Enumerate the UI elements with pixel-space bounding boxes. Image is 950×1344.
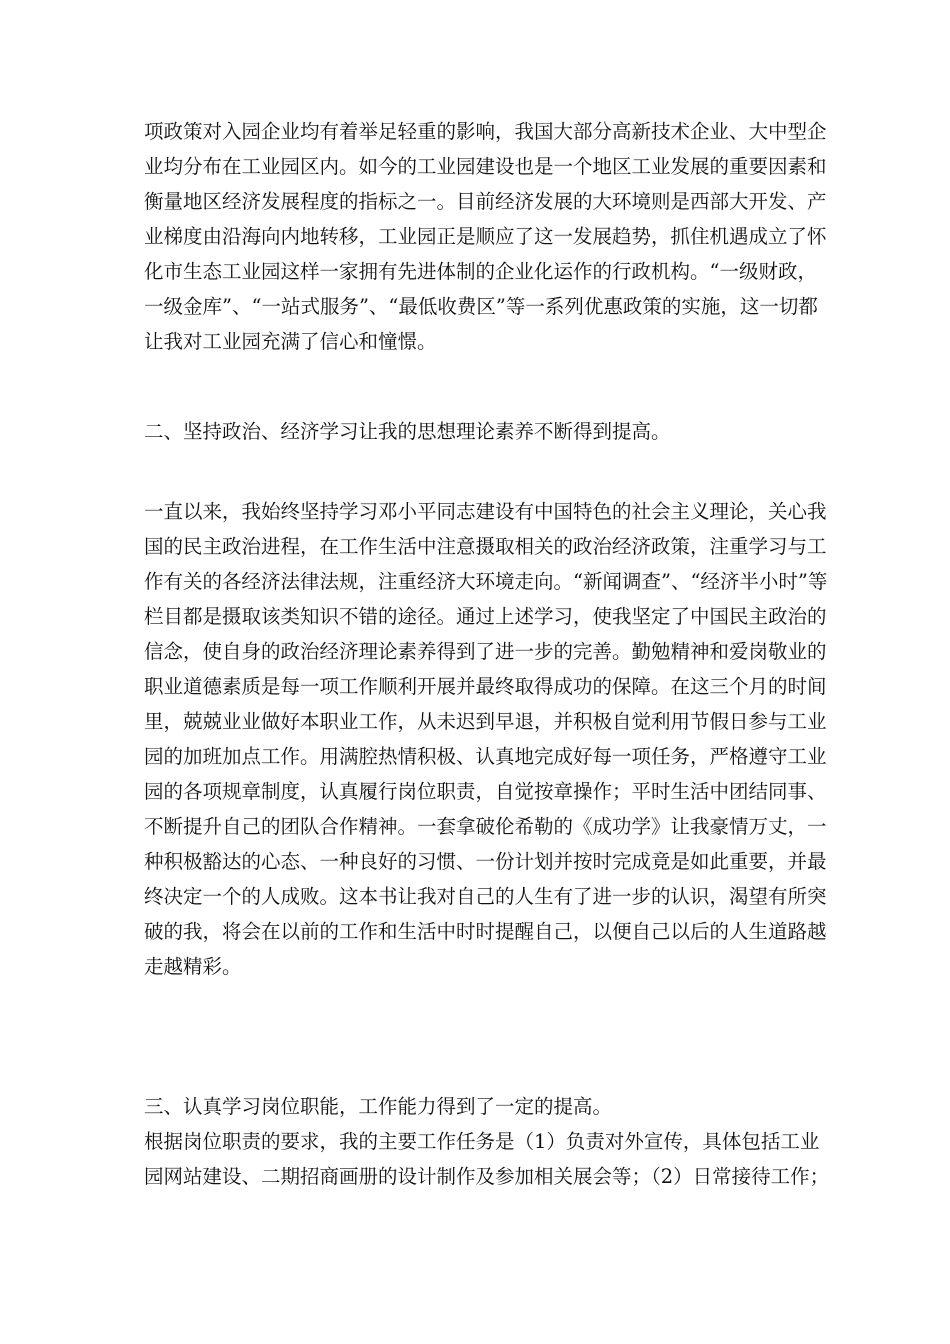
paragraph-line: 破的我，将会在以前的工作和生活中时时提醒自己，以便自己以后的人生道路越 — [144, 920, 827, 943]
paragraph-line: 业均分布在工业园区内。如今的工业园建设也是一个地区工业发展的重要因素和 — [144, 155, 827, 178]
paragraph-line: 走越精彩。 — [144, 955, 242, 978]
paragraph-line: 一直以来，我始终坚持学习邓小平同志建设有中国特色的社会主义理论，关心我 — [144, 500, 827, 523]
paragraph-line: 信念，使自身的政治经济理论素养得到了进一步的完善。勤勉精神和爱岗敬业的 — [144, 640, 827, 663]
paragraph-line: 不断提升自己的团队合作精神。一套拿破伦希勒的《成功学》让我豪情万丈，一 — [144, 815, 827, 838]
paragraph-line: 一级金库”、“一站式服务”、“最低收费区”等一系列优惠政策的实施，这一切都 — [144, 295, 818, 318]
section-heading-2: 二、坚持政治、经济学习让我的思想理论素养不断得到提高。 — [144, 420, 671, 443]
paragraph-line: 里，兢兢业业做好本职业工作，从未迟到早退，并积极自觉利用节假日参与工业 — [144, 710, 827, 733]
paragraph-line: 让我对工业园充满了信心和憧憬。 — [144, 330, 437, 353]
paragraph-line: 园网站建设、二期招商画册的设计制作及参加相关展会等；（2）日常接待工作； — [144, 1165, 830, 1188]
paragraph-line: 栏目都是摄取该类知识不错的途径。通过上述学习，使我坚定了中国民主政治的 — [144, 605, 827, 628]
paragraph-line: 终决定一个的人成败。这本书让我对自己的人生有了进一步的认识，渴望有所突 — [144, 885, 827, 908]
section-heading-3: 三、认真学习岗位职能，工作能力得到了一定的提高。 — [144, 1095, 613, 1118]
paragraph-line: 国的民主政治进程，在工作生活中注意摄取相关的政治经济政策，注重学习与工 — [144, 535, 827, 558]
paragraph-line: 化市生态工业园这样一家拥有先进体制的企业化运作的行政机构。“一级财政， — [144, 260, 817, 283]
paragraph-line: 业梯度由沿海向内地转移，工业园正是顺应了这一发展趋势，抓住机遇成立了怀 — [144, 225, 827, 248]
paragraph-line: 衡量地区经济发展程度的指标之一。目前经济发展的大环境则是西部大开发、产 — [144, 190, 827, 213]
paragraph-line: 园的各项规章制度，认真履行岗位职责，自觉按章操作；平时生活中团结同事、 — [144, 780, 827, 803]
paragraph-line: 项政策对入园企业均有着举足轻重的影响，我国大部分高新技术企业、大中型企 — [144, 120, 827, 143]
paragraph-line: 作有关的各经济法律法规，注重经济大环境走向。“新闻调查”、“经济半小时”等 — [144, 570, 828, 593]
paragraph-line: 种积极豁达的心态、一种良好的习惯、一份计划并按时完成竟是如此重要，并最 — [144, 850, 827, 873]
paragraph-line: 根据岗位职责的要求，我的主要工作任务是（1）负责对外宣传，具体包括工业 — [144, 1130, 820, 1153]
paragraph-line: 职业道德素质是每一项工作顺利开展并最终取得成功的保障。在这三个月的时间 — [144, 675, 827, 698]
paragraph-line: 园的加班加点工作。用满腔热情积极、认真地完成好每一项任务，严格遵守工业 — [144, 745, 827, 768]
